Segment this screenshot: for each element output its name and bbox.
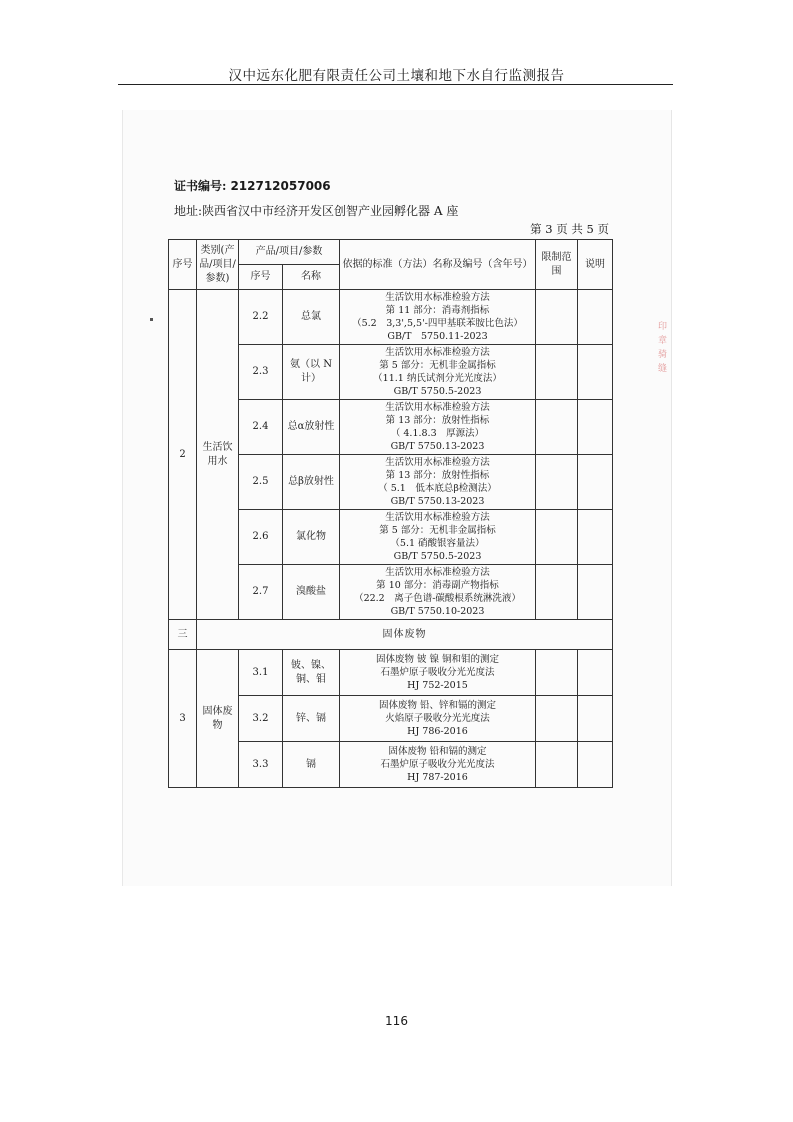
header-seq: 序号 xyxy=(169,240,197,290)
section3-num: 三 xyxy=(169,620,197,650)
row-sub-seq: 3.1 xyxy=(239,650,283,696)
row-limit xyxy=(536,455,578,510)
header-divider xyxy=(118,84,673,85)
row-sub-seq: 3.3 xyxy=(239,742,283,788)
address-label: 地址: xyxy=(174,204,203,218)
row-sub-seq: 2.5 xyxy=(239,455,283,510)
row-standard: 生活饮用水标准检验方法 第 13 部分：放射性指标 （ 4.1.8.3 厚源法） GB/T 5750.13-2023 xyxy=(340,400,536,455)
header-category: 类别(产品/项目/参数) xyxy=(197,240,239,290)
section-row xyxy=(169,620,613,650)
address-line xyxy=(174,202,458,219)
row-name: 溴酸盐 xyxy=(283,565,340,620)
row-sub-seq: 2.3 xyxy=(239,345,283,400)
row-note xyxy=(578,742,613,788)
row-name: 镉 xyxy=(283,742,340,788)
row-note xyxy=(578,565,613,620)
row-standard: 生活饮用水标准检验方法 第 10 部分：消毒副产物指标 （22.2 离子色谱-碳酸根系统淋洗液） GB/T 5750.10-2023 xyxy=(340,565,536,620)
row-name: 锌、镉 xyxy=(283,696,340,742)
row-name: 总β放射性 xyxy=(283,455,340,510)
row-limit xyxy=(536,565,578,620)
row-standard: 生活饮用水标准检验方法 第 5 部分：无机非金属指标 （5.1 硝酸银容量法） GB/T 5750.5-2023 xyxy=(340,510,536,565)
address-value: 陕西省汉中市经济开发区创智产业园孵化器 A 座 xyxy=(202,204,459,218)
row-name: 氯化物 xyxy=(283,510,340,565)
row-note xyxy=(578,696,613,742)
row-limit xyxy=(536,696,578,742)
row-sub-seq: 2.6 xyxy=(239,510,283,565)
group2-seq: 2 xyxy=(169,290,197,620)
group3-seq: 3 xyxy=(169,650,197,788)
certificate-label: 证书编号: xyxy=(174,179,227,193)
certificate-number-line xyxy=(174,177,331,194)
row-limit xyxy=(536,650,578,696)
row-standard: 固体废物 铍 镍 铜和钼的测定 石墨炉原子吸收分光光度法 HJ 752-2015 xyxy=(340,650,536,696)
row-note xyxy=(578,290,613,345)
row-sub-seq: 2.4 xyxy=(239,400,283,455)
row-note xyxy=(578,400,613,455)
row-limit xyxy=(536,290,578,345)
row-standard: 固体废物 铅和镉的测定 石墨炉原子吸收分光光度法 HJ 787-2016 xyxy=(340,742,536,788)
page-number: 116 xyxy=(385,1014,408,1028)
row-limit xyxy=(536,400,578,455)
row-sub-seq: 2.7 xyxy=(239,565,283,620)
table-row xyxy=(169,650,613,696)
certificate-number: 212712057006 xyxy=(230,179,331,193)
header-sub-seq: 序号 xyxy=(239,265,283,290)
row-name: 铍、镍、铜、钼 xyxy=(283,650,340,696)
row-limit xyxy=(536,742,578,788)
group2-category: 生活饮用水 xyxy=(197,290,239,620)
row-limit xyxy=(536,510,578,565)
row-standard: 生活饮用水标准检验方法 第 11 部分：消毒剂指标 （5.2 3,3',5,5'-四甲基联苯胺比色法） GB/T 5750.11-2023 xyxy=(340,290,536,345)
row-limit xyxy=(536,345,578,400)
row-name: 总α放射性 xyxy=(283,400,340,455)
stamp-edge-mark: 印 章 骑 缝 xyxy=(658,322,668,374)
table-row xyxy=(169,290,613,345)
report-header-title: 汉中远东化肥有限责任公司土壤和地下水自行监测报告 xyxy=(228,68,565,84)
row-sub-seq: 2.2 xyxy=(239,290,283,345)
header-limit: 限制范围 xyxy=(536,240,578,290)
row-standard: 固体废物 铅、锌和镉的测定 火焰原子吸收分光光度法 HJ 786-2016 xyxy=(340,696,536,742)
row-standard: 生活饮用水标准检验方法 第 13 部分：放射性指标 （ 5.1 低本底总β检测法） GB/T 5750.13-2023 xyxy=(340,455,536,510)
page-info: 第 3 页 共 5 页 xyxy=(530,222,609,236)
header-standard: 依据的标准（方法）名称及编号（含年号） xyxy=(340,240,536,290)
group3-category: 固体废物 xyxy=(197,650,239,788)
section3-title: 固体废物 xyxy=(197,620,613,650)
row-sub-seq: 3.2 xyxy=(239,696,283,742)
row-name: 氨（以 N 计） xyxy=(283,345,340,400)
row-note xyxy=(578,510,613,565)
row-standard: 生活饮用水标准检验方法 第 5 部分：无机非金属指标 （11.1 纳氏试剂分光光度法） GB/T 5750.5-2023 xyxy=(340,345,536,400)
row-note xyxy=(578,345,613,400)
header-product-group: 产品/项目/参数 xyxy=(239,240,340,265)
header-name: 名称 xyxy=(283,265,340,290)
row-note xyxy=(578,455,613,510)
row-note xyxy=(578,650,613,696)
scan-speck xyxy=(150,318,153,321)
header-note: 说明 xyxy=(578,240,613,290)
row-name: 总氯 xyxy=(283,290,340,345)
accreditation-scope-table xyxy=(168,239,613,788)
